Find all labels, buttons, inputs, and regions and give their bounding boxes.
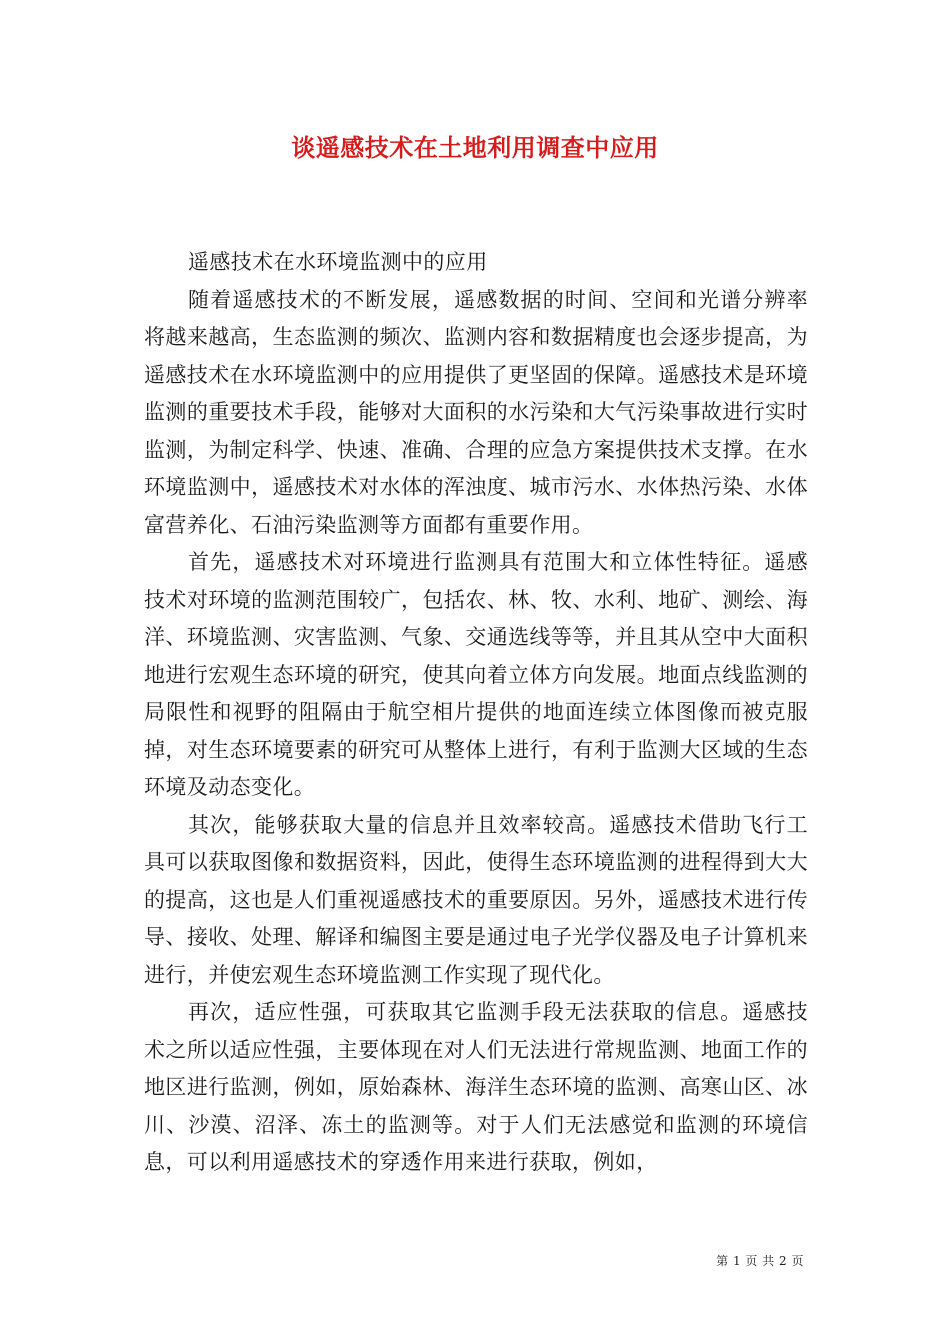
paragraph: 再次，适应性强，可获取其它监测手段无法获取的信息。遥感技术之所以适应性强，主要体现在对人们无法进行常规监测、地面工作的地区进行监测，例如，原始森林、海洋生态环境的监测、高寒山区、冰川、沙漠、沼泽、冻土的监测等。对于人们无法感觉和监测的环境信息，可以利用遥感技术的穿透作用来进行获取，例如， [144, 1000, 808, 1174]
document-body [144, 244, 808, 1182]
document-title: 谈遥感技术在土地利用调查中应用 [291, 133, 659, 162]
section-subheading: 遥感技术在水环境监测中的应用 [188, 250, 488, 274]
paragraph: 其次，能够获取大量的信息并且效率较高。遥感技术借助飞行工具可以获取图像和数据资料，因此，使得生态环境监测的进程得到大大的提高，这也是人们重视遥感技术的重要原因。另外，遥感技术进行传导、接收、处理、解译和编图主要是通过电子光学仪器及电子计算机来进行，并使宏观生态环境监测工作实现了现代化。 [144, 812, 808, 987]
page-number: 第 1 页 共 2 页 [716, 1254, 804, 1268]
paragraph: 随着遥感技术的不断发展，遥感数据的时间、空间和光谱分辨率将越来越高，生态监测的频次、监测内容和数据精度也会逐步提高，为遥感技术在水环境监测中的应用提供了更坚固的保障。遥感技术是环境监测的重要技术手段，能够对大面积的水污染和大气污染事故进行实时监测，为制定科学、快速、准确、合理的应急方案提供技术支撑。在水环境监测中，遥感技术对水体的浑浊度、城市污水、水体热污染、水体富营养化、石油污染监测等方面都有重要作用。 [144, 287, 808, 537]
paragraph: 首先，遥感技术对环境进行监测具有范围大和立体性特征。遥感技术对环境的监测范围较广，包括农、林、牧、水利、地矿、测绘、海洋、环境监测、灾害监测、气象、交通选线等等，并且其从空中大面积地进行宏观生态环境的研究，使其向着立体方向发展。地面点线监测的局限性和视野的阻隔由于航空相片提供的地面连续立体图像而被克服掉，对生态环境要素的研究可从整体上进行，有利于监测大区域的生态环境及动态变化。 [144, 550, 808, 799]
